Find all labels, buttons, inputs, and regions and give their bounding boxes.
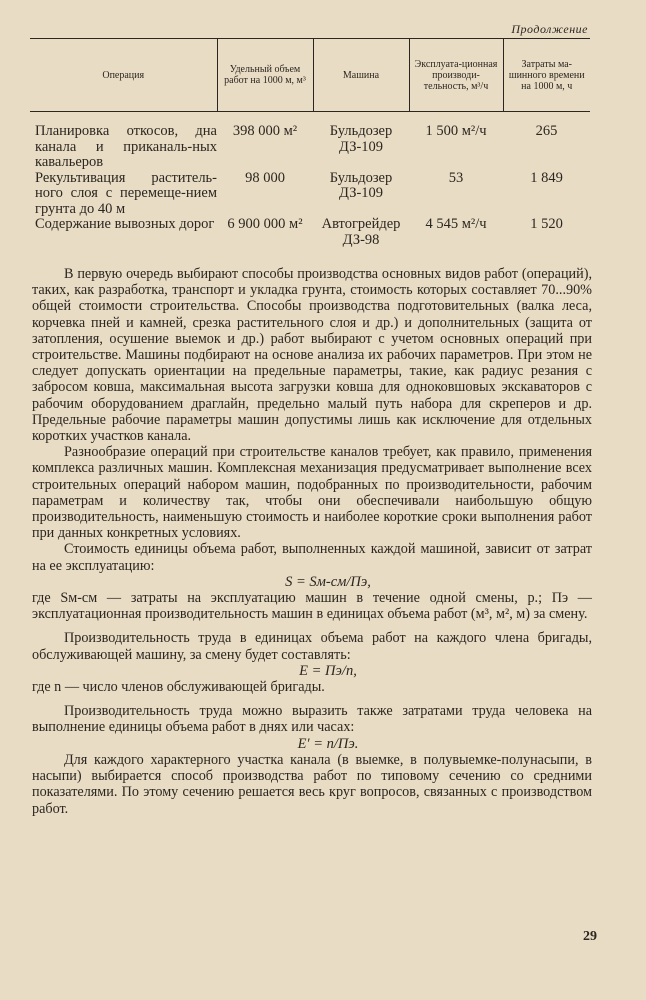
body-text [32, 266, 592, 817]
cell-machine: Автогрейдер ДЗ-98 [321, 216, 401, 248]
table-row [30, 217, 590, 248]
cell-productivity: 1 500 м²/ч [425, 123, 487, 139]
cell-cost: 265 [535, 123, 558, 139]
cell-productivity: 4 545 м²/ч [425, 216, 487, 232]
paragraph: Производительность труда можно выразить также затратами труда человека на выполнение единицы объема работ в днях или часах: [32, 703, 592, 736]
formula-cost: S = Sм-см/Пэ, [285, 573, 371, 590]
cell-cost: 1 849 [530, 169, 563, 186]
formula-labor: E′ = n/Пэ. [297, 735, 359, 752]
paragraph: Разнообразие операций при строительстве каналов требует, как правило, применения комплекса различных машин. Комплексная механизация предусматривает выполнение всех строительных операций набором машин, подобранных по производительности, рабочим параметрам и количеству так, чтобы они обеспечивали наибольшую общую производительность, наименьшую стоимость и наиболее короткие сроки выполнения работ при данных конкретных условиях. [32, 444, 592, 542]
cell-cost: 1 520 [530, 216, 563, 232]
cell-operation: Рекультивация раститель-ного слоя с перемеще-нием грунта до 40 м [35, 169, 217, 217]
cell-operation: Планировка откосов, дна канала и приканаль-ных кавальеров [35, 123, 217, 170]
paragraph: где Sм-см — затраты на эксплуатацию машин в течение одной смены, р.; Пэ — эксплуатационная производительность машин в единицах объема работ (м³, м², м) за смену. [32, 590, 592, 623]
header-volume: Удельный объем работ на 1000 м, м³ [217, 39, 313, 112]
header-machine: Машина [313, 39, 409, 112]
continuation-label: Продолжение [511, 22, 588, 36]
cell-machine: Бульдозер ДЗ-109 [329, 169, 393, 201]
paragraph: Производительность труда в единицах объема работ на каждого члена бригады, обслуживающей машину, за смену будет составлять: [32, 630, 592, 663]
operations-table [30, 38, 590, 248]
cell-volume: 398 000 м² [232, 123, 298, 139]
header-productivity: Эксплуата-ционная производи-тельность, м³/ч [409, 39, 503, 112]
cell-volume: 6 900 000 м² [227, 216, 303, 232]
paragraph: где n — число членов обслуживающей бригады. [32, 679, 325, 696]
header-operation: Операция [30, 39, 217, 112]
paragraph: Для каждого характерного участка канала (в выемке, в полувыемке-полунасыпи, в насыпи) выбирается способ производства работ по типовому сечению со средними показателями. По этому сечению решается весь круг вопросов, связанных с производством работ. [32, 751, 592, 817]
page-number: 29 [583, 929, 597, 944]
paragraph: В первую очередь выбирают способы производства основных видов работ (операций), таких, как разработка, транспорт и укладка грунта, стоимость которых составляет 70...90% общей стоимости строительства. Способы производства подготовительных (валка леса, корчевка пней и камней, срезка растительного слоя и др.) и дополнительных (защита от затопления, осушение выемок и др.) работ выбирают с учетом основных операций при строительстве. Машины подбирают на основе анализа их рабочих параметров. При этом не следует допускать ориентации на предельные параметры, такие, как радиус резания с забросом ковша, максимальная высота загрузки ковша для одноковшовых экскаваторов с рабочим оборудованием драглайн, предельно малый путь набора для скреперов и др. Предельные рабочие параметры машин допустимы лишь как исключение для отдельных коротких участков канала. [32, 266, 592, 445]
cell-volume: 98 000 [245, 169, 285, 186]
paragraph: Стоимость единицы объема работ, выполненных каждой машиной, зависит от затрат на ее эксплуатацию: [32, 541, 592, 574]
table-header-row [30, 39, 590, 112]
cell-operation: Содержание вывозных дорог [35, 216, 215, 232]
table-row [30, 112, 590, 171]
formula-productivity: E = Пэ/n, [299, 662, 357, 679]
header-cost: Затраты ма-шинного времени на 1000 м, ч [503, 39, 590, 112]
cell-machine: Бульдозер ДЗ-109 [329, 123, 393, 155]
table-row [30, 171, 590, 218]
cell-productivity: 53 [448, 169, 464, 186]
